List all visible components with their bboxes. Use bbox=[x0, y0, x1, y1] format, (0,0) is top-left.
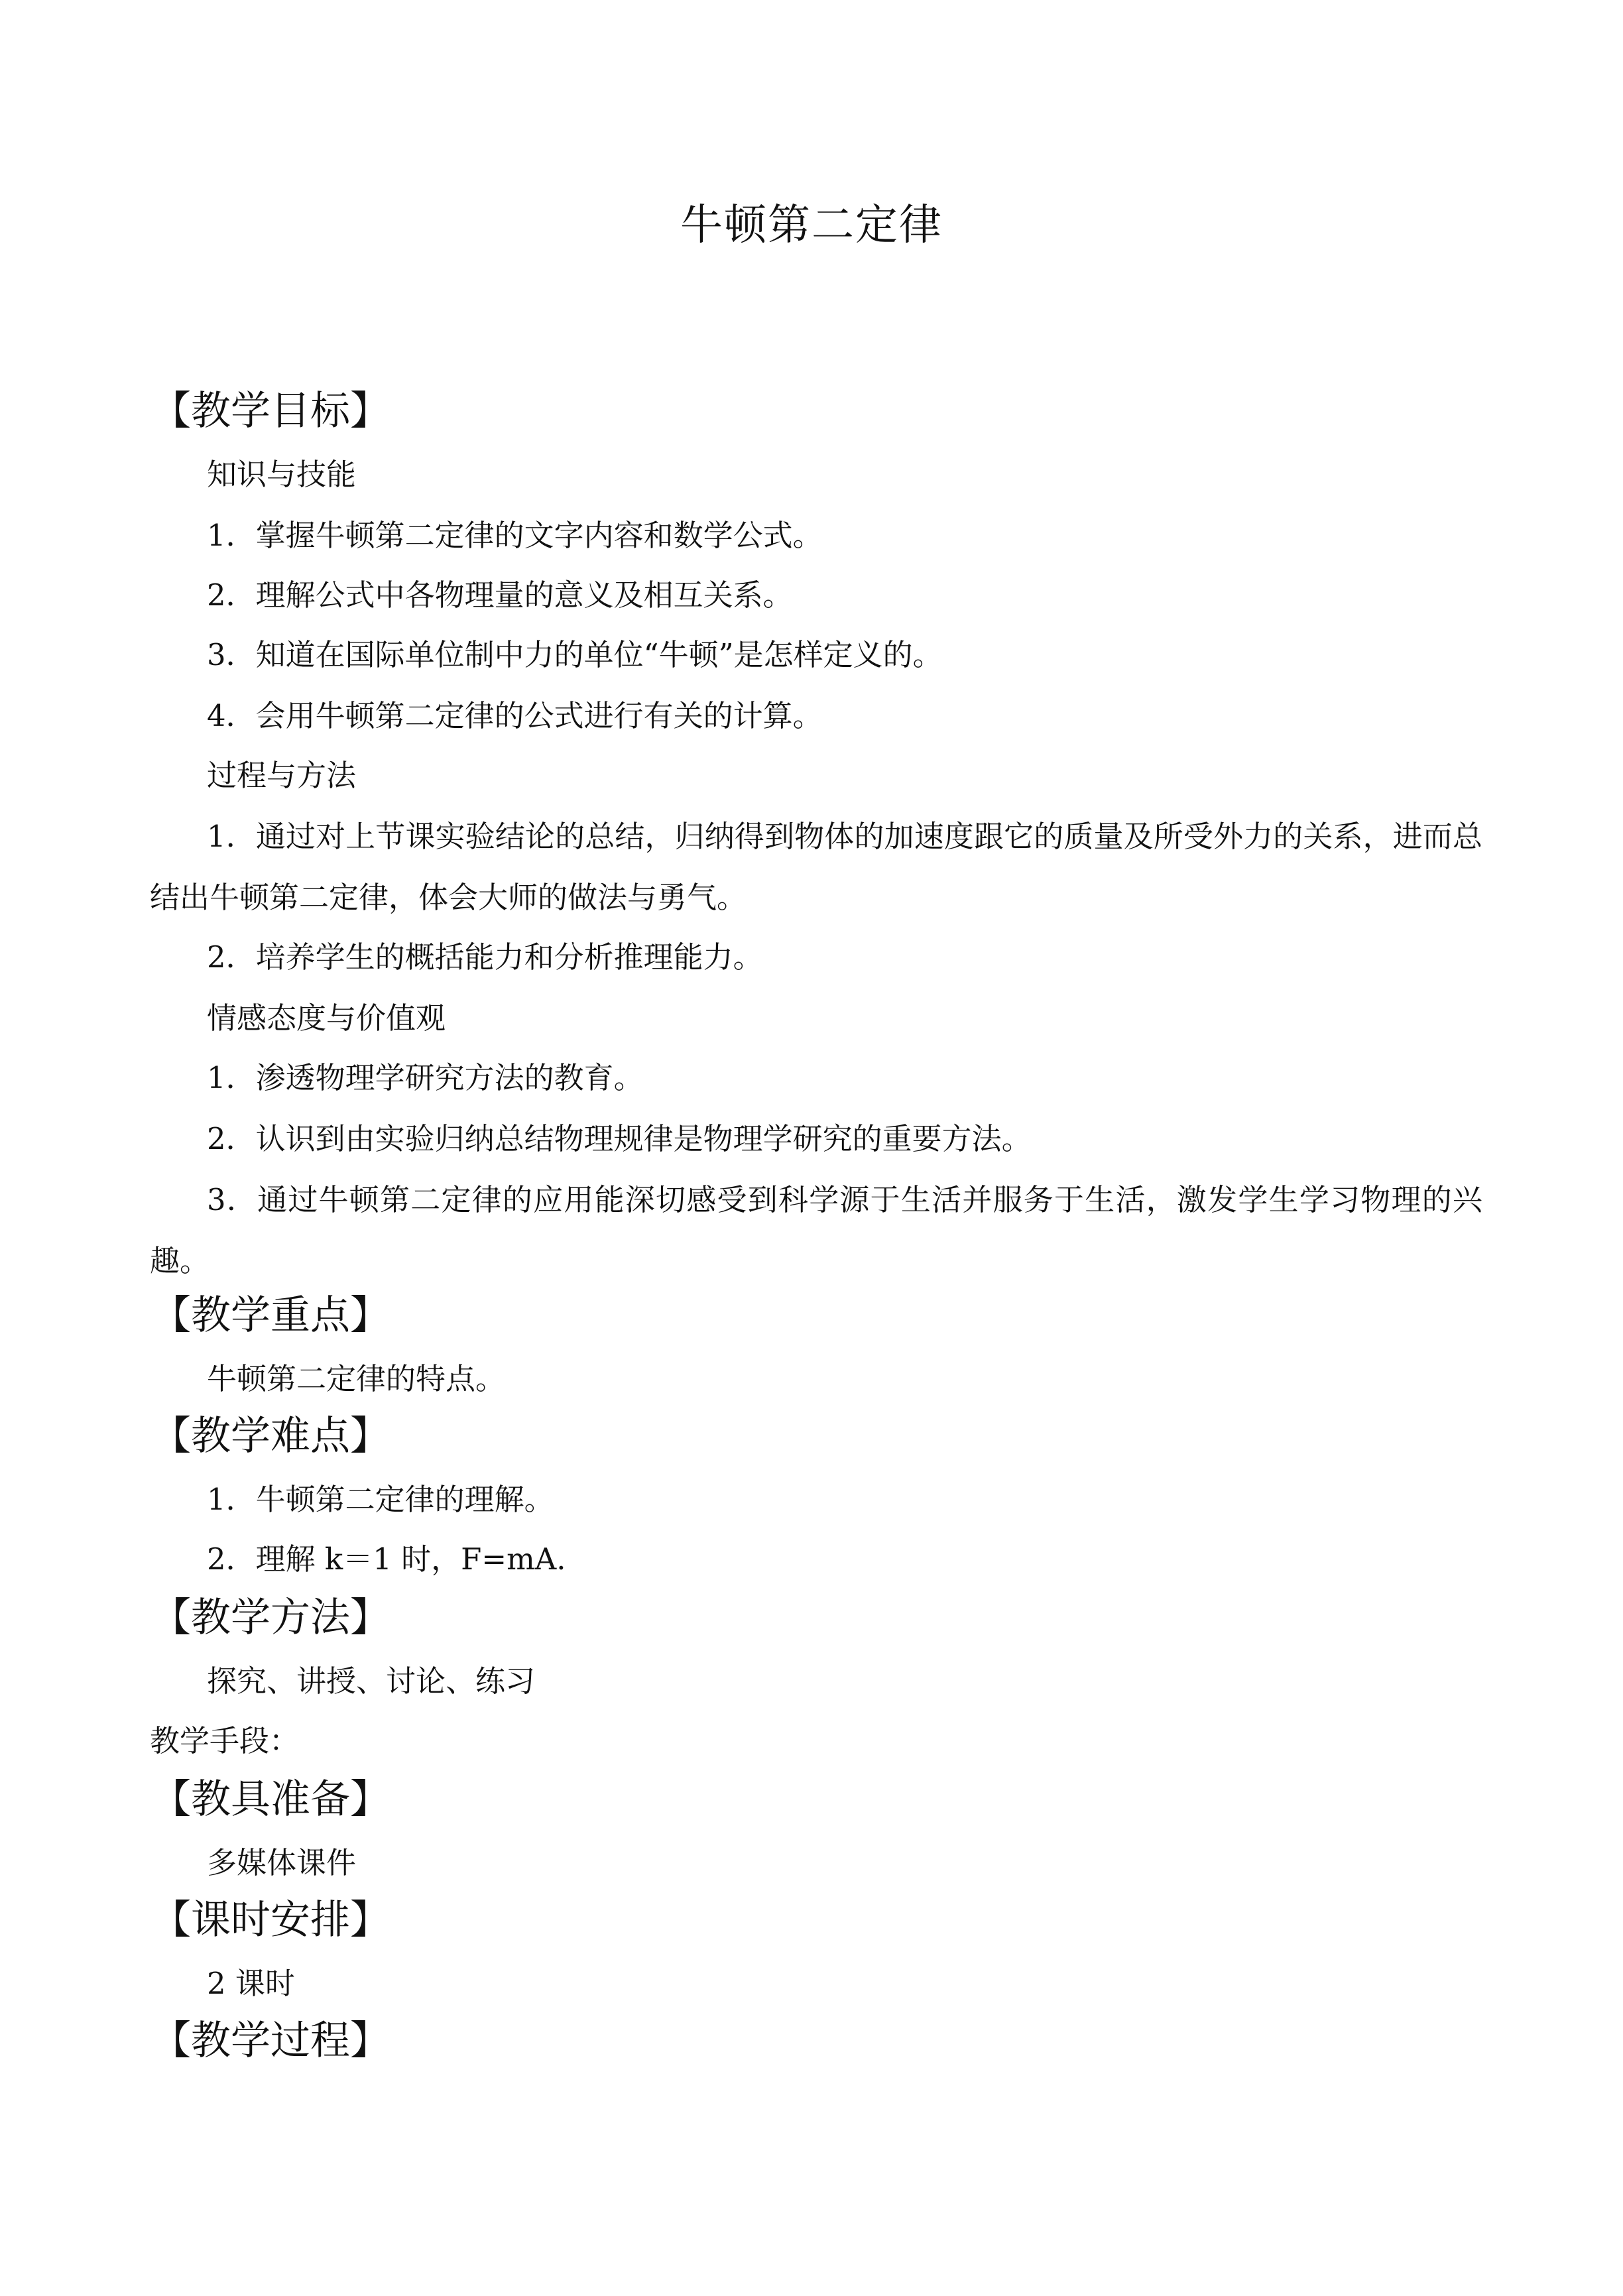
knowledge-item-1: 1．掌握牛顿第二定律的文字内容和数学公式。 bbox=[207, 518, 823, 553]
difficulties-heading: 【教学难点】 bbox=[151, 1413, 390, 1459]
methods-heading: 【教学方法】 bbox=[151, 1595, 390, 1641]
tools-heading: 【教具准备】 bbox=[151, 1776, 390, 1823]
tools-text: 多媒体课件 bbox=[207, 1845, 357, 1880]
knowledge-item-3: 3．知道在国际单位制中力的单位“牛顿”是怎样定义的。 bbox=[207, 637, 943, 672]
schedule-heading: 【课时安排】 bbox=[151, 1897, 390, 1943]
emotion-item-2: 2．认识到由实验归纳总结物理规律是物理学研究的重要方法。 bbox=[207, 1121, 1032, 1156]
emotion-values-label: 情感态度与价值观 bbox=[207, 1000, 446, 1036]
process-heading: 【教学过程】 bbox=[151, 2018, 390, 2064]
difficulty-item-2: 2．理解 k＝1 时，F=mA. bbox=[207, 1541, 566, 1577]
key-points-heading: 【教学重点】 bbox=[151, 1292, 390, 1339]
document-title: 牛顿第二定律 bbox=[680, 201, 943, 250]
knowledge-item-2: 2．理解公式中各物理量的意义及相互关系。 bbox=[207, 577, 793, 613]
process-item-1: 1．通过对上节课实验结论的总结，归纳得到物体的加速度跟它的质量及所受外力的关系，进而总结出牛顿第二定律，体会大师的做法与勇气。 bbox=[150, 819, 1482, 915]
knowledge-item-4: 4．会用牛顿第二定律的公式进行有关的计算。 bbox=[207, 698, 823, 733]
process-method-label: 过程与方法 bbox=[207, 758, 357, 793]
emotion-item-3: 3．通过牛顿第二定律的应用能深切感受到科学源于生活并服务于生活，激发学生学习物理的兴趣。 bbox=[150, 1182, 1482, 1278]
teaching-means-label: 教学手段： bbox=[150, 1723, 300, 1758]
process-item-2: 2．培养学生的概括能力和分析推理能力。 bbox=[207, 939, 763, 975]
emotion-item-1: 1．渗透物理学研究方法的教育。 bbox=[207, 1060, 644, 1095]
knowledge-skills-label: 知识与技能 bbox=[207, 457, 357, 492]
methods-text: 探究、讲授、讨论、练习 bbox=[207, 1663, 536, 1699]
schedule-text: 2 课时 bbox=[207, 1966, 295, 2001]
objectives-heading: 【教学目标】 bbox=[151, 388, 390, 434]
key-points-text: 牛顿第二定律的特点。 bbox=[207, 1361, 506, 1396]
difficulty-item-1: 1．牛顿第二定律的理解。 bbox=[207, 1482, 554, 1517]
